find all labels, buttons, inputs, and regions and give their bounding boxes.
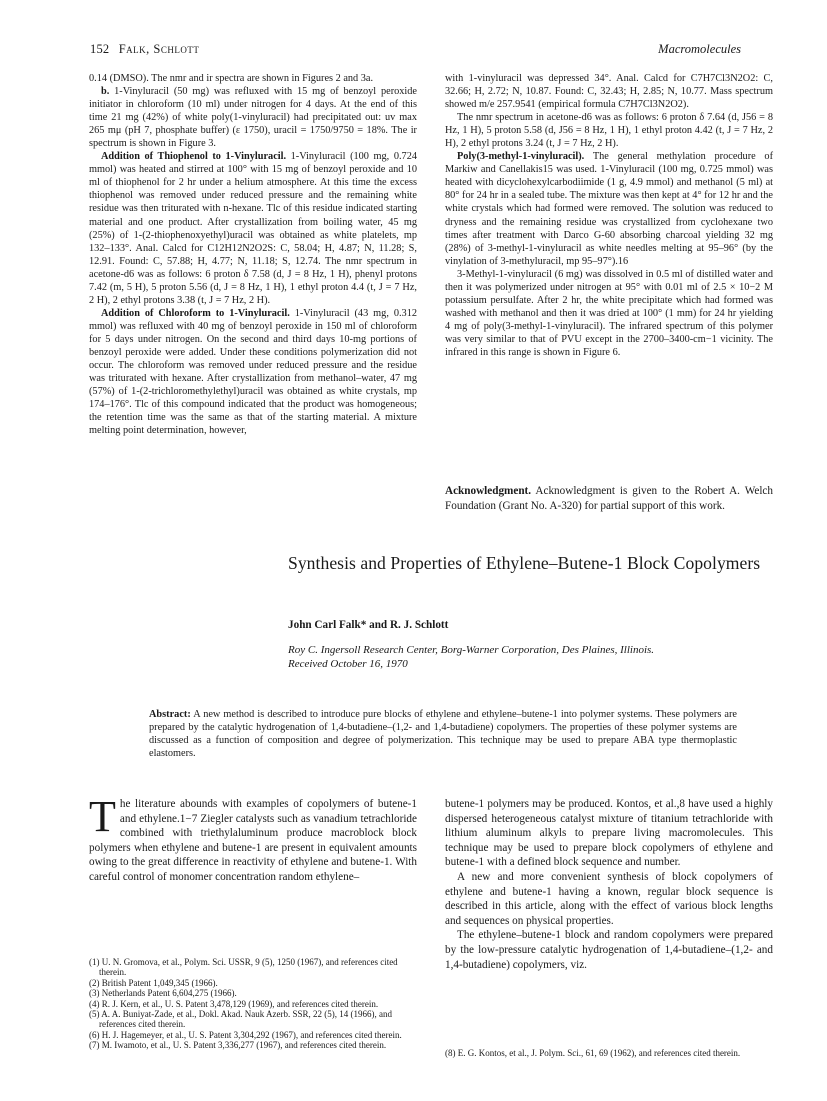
paragraph: 0.14 (DMSO). The nmr and ir spectra are shown in Figures 2 and 3a. [89,73,374,84]
affiliation-block [288,643,654,671]
paragraph [89,85,417,150]
footnote-references [89,957,417,1051]
reference-item: (7) M. Iwamoto, et al., U. S. Patent 3,336,277 (1967), and references cited therein. [89,1040,387,1051]
left-column [89,72,417,437]
header-authors: Falk, Schlott [118,42,200,56]
abstract-label: Abstract: [149,709,191,720]
drop-cap: T [89,792,116,841]
journal-name: Macromolecules [658,42,741,56]
paragraph-label: b. [101,86,110,98]
abstract-text: A new method is described to introduce pure blocks of ethylene and ethylene–butene-1 into polymer systems. These polymers are prepared by the catalytic hydrogenation of 1,4-butadiene–(1,2- and 1,4-butadiene) copolymers. The properties of these polymer systems are discussed as a function of composition and degree of polymerization. This technique may be used to prepare ABA type thermoplastic elastomers. [149,709,737,759]
intro-left-column [89,792,417,885]
running-header-left [90,42,199,57]
right-column [445,72,773,359]
paragraph: The nmr spectrum in acetone-d6 was as follows: 6 proton δ 7.64 (d, J56 = 8 Hz, 1 H), 5 proton 5.58 (d, J56 = 8 Hz, 1 H), 1 ethyl proton 4.42 (t, J = 7 Hz, 2 H), 2 ethyl protons 3.24 (t, J = 7 Hz, 2 H). [445,112,773,150]
intro-right-column [445,797,773,972]
paragraph-label: Poly(3-methyl-1-vinyluracil). [457,151,585,163]
paragraph: butene-1 polymers may be produced. Kontos, et al.,8 have used a highly dispersed heterogeneous catalyst mixture of titanium tetrachloride with lithium aluminum alkyls to prepare living macromolecules. This technique may be used to prepare block copolymers of ethylene and butene-1 with a defined block sequence and number. [445,798,773,869]
paragraph: The ethylene–butene-1 block and random copolymers were prepared by the low-pressure catalytic hydrogenation of 1,4-butadiene–(1,2- and 1,4-butadiene) copolymers, viz. [445,929,773,971]
received-date: Received October 16, 1970 [288,658,408,671]
paragraph: with 1-vinyluracil was depressed 34°. Anal. Calcd for C7H7Cl3N2O2: C, 32.66; H, 2.72; N, 10.87. Found: C, 32.43; H, 2.85; N, 10.77. Mass spectrum showed m/e 257.9541 (empirical formula C7H7Cl3N2O2). [445,73,773,111]
acknowledgment-text: Acknowledgment is given to the Robert A. Welch Foundation (Grant No. A-320) for partial support of this work. [445,485,773,512]
reference-item: (4) R. J. Kern, et al., U. S. Patent 3,478,129 (1969), and references cited therein. [89,998,379,1009]
reference-item: (1) U. N. Gromova, et al., Polym. Sci. USSR, 9 (5), 1250 (1967), and references cited therein. [89,957,398,978]
affiliation: Roy C. Ingersoll Research Center, Borg-Warner Corporation, Des Plaines, Illinois. [288,644,655,656]
reference-item: (5) A. A. Buniyat-Zade, et al., Dokl. Akad. Nauk Azerb. SSR, 22 (5), 14 (1966), and references cited therein. [89,1009,392,1030]
paragraph: A new and more convenient synthesis of block copolymers of ethylene and butene-1 having a known, regular block sequence is described in this article, along with the effect of various block lengths and sequences on physical properties. [445,870,773,927]
reference-item: (2) British Patent 1,049,345 (1966). [89,977,218,988]
paragraph-label: Addition of Chloroform to 1-Vinyluracil. [101,307,290,319]
paragraph-text: The general methylation procedure of Markiw and Canellakis15 was used. 1-Vinyluracil (100 mg, 0.725 mmol) was heated with dicyclohexylcarbodiimide (1 g, 4.9 mmol) and methanol (5 ml) at 80° for 24 hr in a sealed tube. The mixture was then kept at 4° for 12 hr and the white crystals which had formed were removed. The solution was reduced to dryness and the remaining residue was crystallized from cyclohexane two times after treatment with Darco G-60 absorbing charcoal yielding 32 mg (28%) of 3-methyl-1-vinyluracil as white needles melting at 95–96° (by the vinylation of 3-methyluracil, mp 95–97°).16 [445,151,774,267]
paragraph-text: 1-Vinyluracil (43 mg, 0.312 mmol) was refluxed with 40 mg of benzoyl peroxide in 150 ml of chloroform for 5 days under nitrogen. On the second and third days 10-mg portions of benzoyl peroxide were added. Under these conditions polymerization did not occur. The chloroform was removed under reduced pressure and the residue was triturated with hexane. After crystallization from methanol–water, 47 mg (57%) of 1-(2-trichloromethylethyl)uracil was obtained as white crystals, mp 174–176°. Tlc of this compound indicated that the product was homogeneous; the retention time was the same as that of the starting material. A mixture melting point determination, however, [89,307,417,437]
intro-text: he literature abounds with examples of copolymers of butene-1 and ethylene.1−7 Ziegler catalysts such as vanadium tetrachloride combined with triethylaluminum produce macroblock block polymers when ethylene and butene-1 are present in equivalent amounts owing to the great difference in reactivity of ethylene and butene-1. With careful control of monomer concentration random ethylene– [89,798,417,883]
article-title: Synthesis and Properties of Ethylene–Butene-1 Block Copolymers [288,553,761,573]
acknowledgment [445,484,773,513]
reference-item: (6) H. J. Hagemeyer, et al., U. S. Patent 3,304,292 (1967), and references cited therein. [89,1029,402,1040]
reference-item: (8) E. G. Kontos, et al., J. Polym. Sci., 61, 69 (1962), and references cited therein. [445,1048,741,1058]
page-number: 152 [90,42,110,56]
paragraph [89,307,417,437]
paragraph-text: 1-Vinyluracil (50 mg) was refluxed with 15 mg of benzoyl peroxide initiator in chloroform (10 ml) under nitrogen for 4 days. At the end of this time 21 mg (42%) of white poly(1-vinyluracil) had precipitated out: uv max 265 mμ (pH 7, phosphate buffer) (ε 1750), uracil = 1750/9750 = 18%. The ir spectrum is shown in Figure 3. [89,86,417,150]
paragraph: 3-Methyl-1-vinyluracil (6 mg) was dissolved in 0.5 ml of distilled water and then it was polymerized under nitrogen at 95° with 0.01 ml of 2.5 × 10−2 M potassium persulfate. After 2 hr, the white precipitate which had formed was washed with methanol and then it was dried at 100° (1 mm) for 24 hr yielding 4 mg of poly(3-methyl-1-vinyluracil). The infrared spectrum of this polymer was very similar to that of PVU except in the 2700–3400-cm−1 vicinity. The infrared in this range is shown in Figure 6. [445,268,773,358]
paragraph [89,150,417,307]
acknowledgment-label: Acknowledgment. [445,485,532,497]
paragraph [445,150,773,267]
reference-item: (3) Netherlands Patent 6,604,275 (1966). [89,988,237,999]
paragraph-text: 1-Vinyluracil (100 mg, 0.724 mmol) was heated and stirred at 100° with 15 mg of benzoyl peroxide and 10 ml of thiophenol for 2 hr under a helium atmosphere. At this time the excess thiophenol was removed under reduced pressure and the remaining white residue was then triturated with n-hexane. Tlc of this residue indicated starting material and one product. After crystallization from boiling water, 45 mg (25%) of 1-(2-thiophenoxyethyl)uracil was obtained as white platelets, mp 132–133°. Anal. Calcd for C12H12N2O2S: C, 58.04; H, 4.87; N, 11.28; S, 12.91. Found: C, 57.88; H, 4.77; N, 11.18; S, 12.74. The nmr spectrum in acetone-d6 was as follows: 6 proton δ 7.58 (d, J = 8 Hz, 1 H), phenyl protons 7.42 (m, 5 H), 5 proton 5.56 (d, J = 8 Hz, 1 H), 1 ethyl proton 4.4 (t, J = 7 Hz, 2 H), 2 ethyl protons 3.38 (t, J = 7 Hz, 2 H). [89,151,417,306]
article-authors: John Carl Falk* and R. J. Schlott [288,619,449,631]
footnote-references-right [445,1048,773,1058]
paragraph-label: Addition of Thiophenol to 1-Vinyluracil. [101,151,287,163]
abstract [149,708,737,760]
